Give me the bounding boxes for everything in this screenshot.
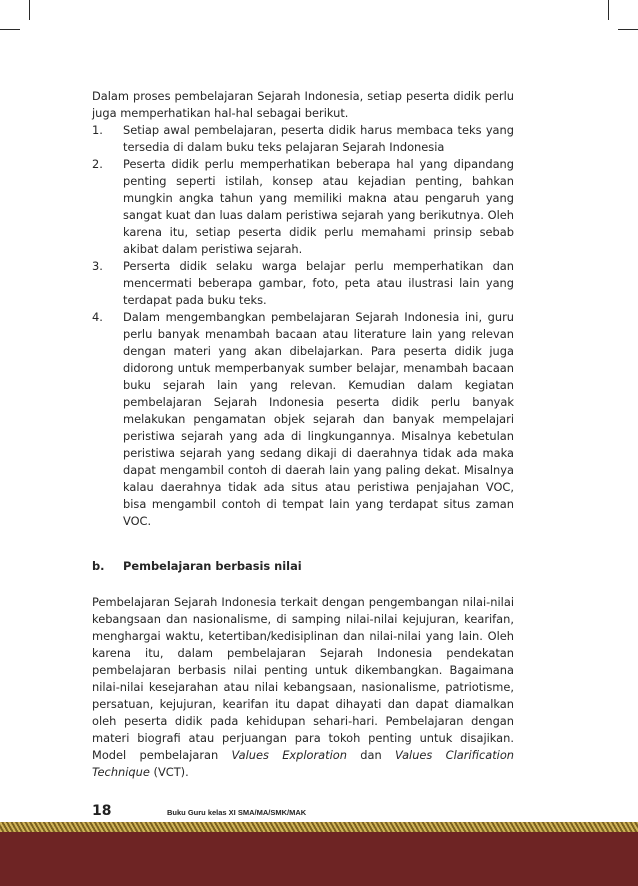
decorative-stripe (0, 822, 638, 832)
footer-book-title: Buku Guru kelas XI SMA/MA/SMK/MAK (167, 808, 307, 817)
page-number: 18 (92, 803, 112, 819)
paragraph-end: (VCT). (149, 765, 189, 779)
page-content (92, 88, 514, 792)
body-paragraph (92, 594, 514, 781)
emphasis-values-exploration: Values Exploration (231, 748, 347, 762)
list-number: 2. (92, 157, 103, 171)
list-text: Perserta didik selaku warga belajar perlu memperhatikan dan mencermati beberapa gambar, foto, peta atau ilustrasi lain yang terdapat pada buku teks. (123, 259, 514, 307)
list-item (92, 156, 514, 258)
crop-mark (608, 0, 609, 20)
list-number: 3. (92, 259, 103, 273)
list-text: Peserta didik perlu memperhatikan beberapa hal yang dipandang penting seperti istilah, konsep atau kejadian penting, bahkan mungkin angka tahun yang memiliki makna atau pengaruh yang sangat kuat dan luas dalam peristiwa sejarah yang berikutnya. Oleh karena itu, setiap peserta didik perlu memahami prinsip sebab akibat dalam peristiwa sejarah. (123, 157, 514, 256)
emphasis-values-clarification: Values Clarification Technique (92, 748, 515, 779)
footer-band (0, 832, 638, 886)
list-item (92, 122, 514, 156)
paragraph-connector: dan (346, 748, 395, 762)
section-title: Pembelajaran berbasis nilai (123, 559, 302, 573)
intro-paragraph: Dalam proses pembelajaran Sejarah Indonesia, setiap peserta didik perlu juga memperhatikan hal-hal sebagai berikut. (92, 89, 514, 120)
list-number: 1. (92, 123, 103, 137)
list-text: Dalam mengembangkan pembelajaran Sejarah Indonesia ini, guru perlu banyak menambah bacaan atau literature lain yang relevan dengan materi yang akan dibelajarkan. Para peserta didik juga didorong untuk memperbanyak sumber belajar, menambah bacaan buku sejarah lain yang relevan. Kemudian dalam kegiatan pembelajaran Sejarah Indonesia peserta didik perlu banyak melakukan pengamatan objek sejarah dan banyak mempelajari peristiwa sejarah yang ada di lingkungannya. Misalnya kebetulan peristiwa sejarah yang sedang dikaji di daerahnya tidak ada maka dapat mengambil contoh di daerah lain yang paling dekat. Misalnya kalau daerahnya tidak ada situs atau peristiwa penjajahan VOC, bisa mengambil contoh di tempat lain yang terdapat situs zaman VOC. (123, 310, 514, 528)
crop-mark (29, 0, 30, 20)
paragraph-text: Pembelajaran Sejarah Indonesia terkait dengan pengembangan nilai-nilai kebangsaan dan nasionalisme, di samping nilai-nilai kejujuran, kearifan, menghargai waktu, ketertiban/kedisiplinan dan nilai-nilai yang lain. Oleh karena itu, dalam pembelajaran Sejarah Indonesia pendekatan pembelajaran berbasis nilai penting untuk dikembangkan. Bagaimana nilai-nilai kesejarahan atau nilai kebangsaan, nasionalisme, patriotisme, persatuan, kejujuran, kearifan itu dapat dihayati dan dapat diamalkan oleh peserta didik pada kehidupan sehari-hari. Pembelajaran dengan materi biografi atau perjuangan para tokoh penting untuk disajikan. Model pembelajaran (92, 595, 514, 762)
list-text: Setiap awal pembelajaran, peserta didik harus membaca teks yang tersedia di dalam buku teks pelajaran Sejarah Indonesia (123, 123, 514, 154)
section-heading (92, 558, 514, 575)
list-number: 4. (92, 310, 103, 324)
section-letter: b. (92, 559, 105, 573)
list-item (92, 258, 514, 309)
crop-mark (0, 29, 20, 30)
numbered-list (92, 122, 514, 530)
list-item (92, 309, 514, 530)
crop-mark (618, 29, 638, 30)
